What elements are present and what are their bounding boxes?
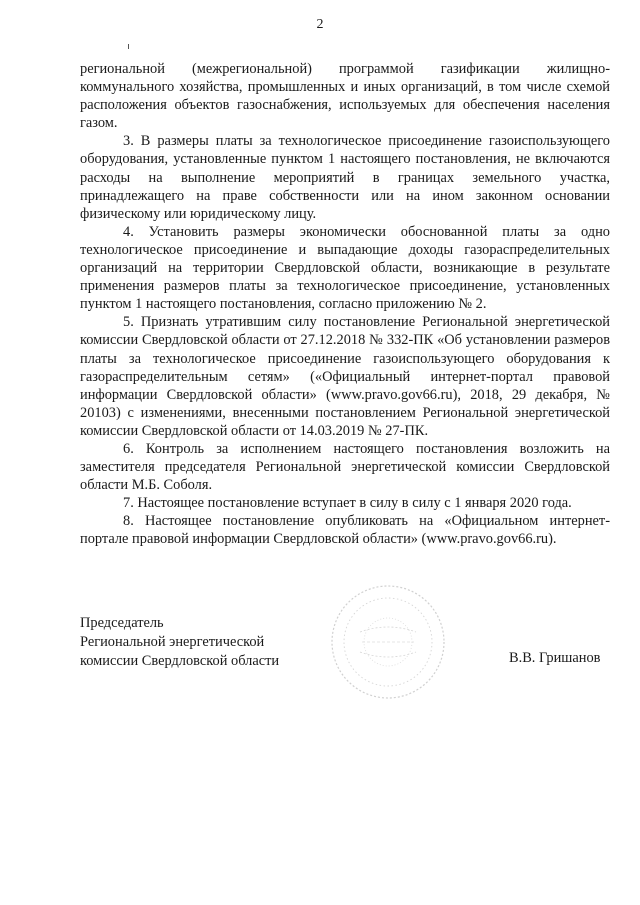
signer-title-line2: Региональной энергетической xyxy=(80,634,265,650)
paragraph-item-3: 3. В размеры платы за технологическое присоединение газоиспользующего оборудования, установленные пунктом 1 настоящего постановления, не включаются расходы на выполнение мероприятий в границах земельного участка, принадлежащего на праве собственности или на ином законном основании физическому или юридическому лицу. xyxy=(80,133,610,222)
official-seal-stamp-icon xyxy=(322,582,454,702)
tick-mark xyxy=(128,44,129,49)
paragraph-item-4: 4. Установить размеры экономически обоснованной платы за одно технологическое присоединение и выпадающие доходы газораспределительных организаций на территории Свердловской области, возникающие в результате применения размеров платы за технологическое присоединение, установленных пунктом 1 настоящего постановления, согласно приложению № 2. xyxy=(80,223,610,313)
page-number: 2 xyxy=(316,17,324,32)
paragraph-item-5: 5. Признать утратившим силу постановление Региональной энергетической комиссии Свердловской области от 27.12.2018 № 332-ПК «Об установлении размеров платы за технологическое присоединение газоиспользующего оборудования к газораспределительным сетям» («Официальный интернет-портал правовой информации Свердловской области» (www.pravo.gov66.ru), 2018, 29 декабря, № 20103) с изменениями, внесенными постановлением Региональной энергетической комиссии Свердловской области от 14.03.2019 № 27-ПК. xyxy=(80,314,610,439)
signer-name: В.В. Гришанов xyxy=(509,650,601,666)
document-body xyxy=(80,60,610,549)
signer-title-line3: комиссии Свердловской области xyxy=(80,653,280,669)
paragraph-continuation: региональной (межрегиональной) программой газификации жилищно-коммунального хозяйства, промышленных и иных организаций, в том числе схемой расположения объектов газоснабжения, используемых для обеспечения населения газом. xyxy=(80,61,610,132)
paragraph-item-7: 7. Настоящее постановление вступает в силу в силу с 1 января 2020 года. xyxy=(123,495,572,512)
signer-title-line1: Председатель xyxy=(80,615,164,631)
paragraph-item-8: 8. Настоящее постановление опубликовать на «Официальном интернет-портале правовой информации Свердловской области» (www.pravo.gov66.ru). xyxy=(80,513,610,548)
signature-block xyxy=(80,614,279,671)
paragraph-item-6: 6. Контроль за исполнением настоящего постановления возложить на заместителя председателя Региональной энергетической комиссии Свердловской области М.Б. Соболя. xyxy=(80,440,610,494)
